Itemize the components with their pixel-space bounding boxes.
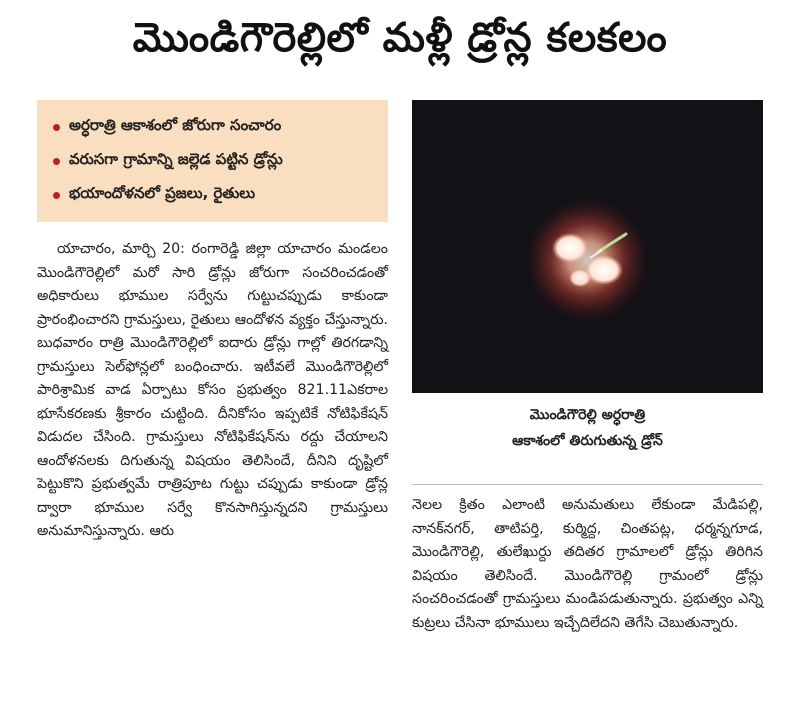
highlight-item bbox=[53, 144, 378, 178]
caption-divider bbox=[412, 484, 763, 485]
highlights-box bbox=[37, 100, 388, 222]
drone-light-image bbox=[412, 100, 763, 393]
article-column-right bbox=[412, 494, 763, 635]
highlight-text: వరుసగా గ్రామాన్ని జల్లెడ పట్టిన డ్రోన్లు bbox=[69, 150, 283, 168]
article-column-left bbox=[37, 238, 388, 544]
article-paragraph: యాచారం, మార్చి 20: రంగారెడ్డి జిల్లా యాచారం మండలం మొండిగౌరెల్లిలో మరో సారి డ్రోన్లు జోరుగా సంచరించడంతో అధికారులు భూముల సర్వేను గుట్టుచప్పుడు కాకుండా ప్రారంభించారని గ్రామస్తులు, రైతులు ఆందోళన వ్యక్తం చేస్తున్నారు. బుధవారం రాత్రి మొండిగౌరెల్లిలో ఐదారు డ్రోన్లు గాల్లో తిరగడాన్ని గ్రామస్తులు సెల్‌ఫోన్లలో బంధించారు. ఇటీవలే మొండిగౌరెల్లిలో పారిశ్రామిక వాడ ఏర్పాటు కోసం ప్రభుత్వం 821.11ఎకరాల భూసేకరణకు శ్రీకారం చుట్టింది. దీనికోసం ఇప్పటికే నోటిఫికేషన్ విడుదల చేసింది. గ్రామస్తులు నోటిఫికేషన్‌ను రద్దు చేయాలని ఆందోళనలకు దిగుతున్న విషయం తెలిసిందే, దీనిని దృష్టిలో పెట్టుకొని ప్రభుత్వమే రాత్రిపూట గుట్టు చప్పుడు కాకుండా డ్రోన్ల ద్వారా భూముల సర్వే కొనసాగిస్తున్నదని గ్రామస్తులు అనుమానిస్తున్నారు. ఆరు bbox=[37, 241, 388, 539]
highlight-text: భయాందోళనలో ప్రజలు, రైతులు bbox=[69, 184, 256, 202]
highlight-item bbox=[53, 110, 378, 144]
bullet-icon bbox=[53, 192, 60, 199]
headline: మొండిగౌరెల్లిలో మళ్లీ డ్రోన్ల కలకలం bbox=[132, 15, 668, 61]
bullet-icon bbox=[53, 158, 60, 165]
drone-photo bbox=[412, 100, 763, 393]
caption-line: మొండిగౌరెల్లి అర్ధరాత్రి bbox=[529, 407, 646, 423]
bullet-icon bbox=[53, 124, 60, 131]
article-paragraph: నెలల క్రితం ఎలాంటి అనుమతులు లేకుండా మేడిపల్లి, నానక్‌నగర్, తాటిపర్తి, కుర్మిద్ద, చింతపట్ల, ధర్మన్నగూడ, మొండిగౌరెల్లి, తులేఖుర్దు తదితర గ్రామాలలో డ్రోన్లు తిరిగిన విషయం తెలిసిందే. మొండిగౌరెల్లి గ్రామంలో డ్రోన్లు సంచరించడంతో గ్రామస్తులు మండిపడుతున్నారు. ప్రభుత్వం ఎన్ని కుట్రలు చేసినా భూములు ఇచ్చేదిలేదని తెగేసి చెబుతున్నారు. bbox=[412, 497, 763, 631]
highlight-item bbox=[53, 178, 378, 212]
highlight-text: అర్ధరాత్రి ఆకాశంలో జోరుగా సంచారం bbox=[69, 116, 282, 134]
caption-line: ఆకాశంలో తిరుగుతున్న డ్రోన్ bbox=[512, 433, 663, 449]
photo-caption bbox=[412, 402, 763, 454]
